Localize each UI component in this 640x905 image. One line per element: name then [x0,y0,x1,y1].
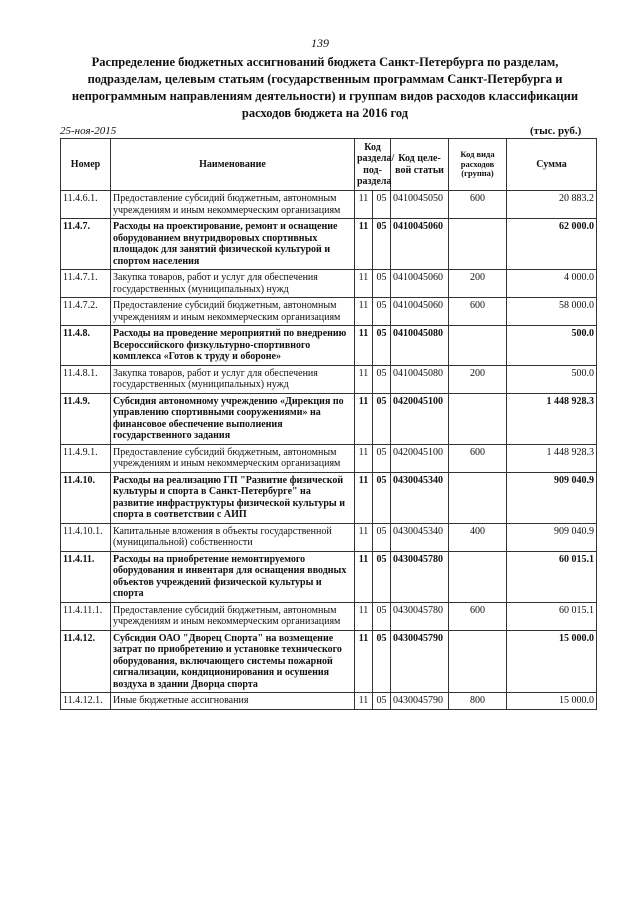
row-name: Капитальные вложения в объекты государственной (муниципальной) собственности [111,523,355,551]
row-subsection-code: 05 [373,693,391,710]
row-name: Расходы на проведение мероприятий по внедрению Всероссийского физкультурно-спортивного комплекса «Готов к труду и обороне» [111,326,355,366]
row-sum: 4 000.0 [507,270,597,298]
row-name: Предоставление субсидий бюджетным, автономным учреждениям и иным некоммерческим организациям [111,298,355,326]
row-number: 11.4.9. [61,393,111,444]
row-group-code: 800 [449,693,507,710]
row-name: Иные бюджетные ассигнования [111,693,355,710]
row-target-code: 0420045100 [391,444,449,472]
row-sum: 500.0 [507,326,597,366]
row-sum: 909 040.9 [507,472,597,523]
row-target-code: 0410045050 [391,191,449,219]
header-target: Код целе- вой статьи [391,139,449,191]
row-name: Расходы на реализацию ГП "Развитие физической культуры и спорта в Санкт-Петербурге" на развитие инфраструктуры физической культуры и спорта в соответствии с АИП [111,472,355,523]
row-group-code [449,393,507,444]
page-number: 139 [311,36,329,50]
row-name: Субсидия автономному учреждению «Дирекция по управлению спортивными сооружениями» на финансовое обеспечение выполнения государственного задания [111,393,355,444]
row-group-code: 600 [449,444,507,472]
row-target-code: 0410045080 [391,365,449,393]
row-group-code: 200 [449,270,507,298]
table-row [61,472,597,523]
row-number: 11.4.10.1. [61,523,111,551]
row-subsection-code: 05 [373,472,391,523]
row-subsection-code: 05 [373,551,391,602]
row-target-code: 0410045060 [391,219,449,270]
row-name: Закупка товаров, работ и услуг для обеспечения государственных (муниципальных) нужд [111,270,355,298]
row-section-code: 11 [355,191,373,219]
header-section: Код раздела/ под- раздела [355,139,391,191]
row-subsection-code: 05 [373,326,391,366]
row-number: 11.4.8. [61,326,111,366]
row-sum: 20 883.2 [507,191,597,219]
row-number: 11.4.11. [61,551,111,602]
row-target-code: 0410045060 [391,298,449,326]
row-sum: 1 448 928.3 [507,393,597,444]
row-section-code: 11 [355,219,373,270]
table-row [61,270,597,298]
row-subsection-code: 05 [373,270,391,298]
row-subsection-code: 05 [373,298,391,326]
row-sum: 909 040.9 [507,523,597,551]
row-subsection-code: 05 [373,523,391,551]
budget-table [60,138,597,710]
row-section-code: 11 [355,523,373,551]
row-number: 11.4.7. [61,219,111,270]
row-number: 11.4.9.1. [61,444,111,472]
row-sum: 15 000.0 [507,630,597,693]
row-subsection-code: 05 [373,444,391,472]
row-number: 11.4.12.1. [61,693,111,710]
table-row [61,191,597,219]
row-sum: 60 015.1 [507,602,597,630]
row-group-code: 200 [449,365,507,393]
row-target-code: 0430045790 [391,693,449,710]
header-number: Номер [61,139,111,191]
row-group-code: 600 [449,602,507,630]
row-group-code [449,551,507,602]
row-group-code: 600 [449,298,507,326]
row-name: Субсидия ОАО "Дворец Спорта" на возмещение затрат по приобретению и установке технического оборудования, включающего системы пожарной сигнализации, кондиционирования и осушения воздуха в здании Дворца спорта [111,630,355,693]
row-section-code: 11 [355,693,373,710]
row-subsection-code: 05 [373,602,391,630]
row-number: 11.4.10. [61,472,111,523]
row-section-code: 11 [355,270,373,298]
row-section-code: 11 [355,602,373,630]
row-section-code: 11 [355,630,373,693]
row-name: Расходы на проектирование, ремонт и оснащение оборудованием внутридворовых спортивных площадок для занятий физической культурой и спортом населения [111,219,355,270]
header-sum: Сумма [507,139,597,191]
row-group-code [449,472,507,523]
row-target-code: 0420045100 [391,393,449,444]
row-target-code: 0410045060 [391,270,449,298]
row-group-code: 600 [449,191,507,219]
table-row [61,630,597,693]
row-target-code: 0430045340 [391,523,449,551]
table-header-row [61,139,597,191]
table-row [61,602,597,630]
table-row [61,693,597,710]
row-number: 11.4.7.1. [61,270,111,298]
row-name: Предоставление субсидий бюджетным, автономным учреждениям и иным некоммерческим организациям [111,444,355,472]
row-group-code: 400 [449,523,507,551]
row-section-code: 11 [355,365,373,393]
row-target-code: 0430045340 [391,472,449,523]
row-target-code: 0410045080 [391,326,449,366]
row-sum: 500.0 [507,365,597,393]
row-section-code: 11 [355,472,373,523]
table-row [61,393,597,444]
row-number: 11.4.8.1. [61,365,111,393]
row-sum: 60 015.1 [507,551,597,602]
row-sum: 58 000.0 [507,298,597,326]
row-subsection-code: 05 [373,191,391,219]
row-sum: 1 448 928.3 [507,444,597,472]
table-row [61,365,597,393]
document-title: Распределение бюджетных ассигнований бюджета Санкт-Петербурга по разделам, подразделам, целевым статьям (государственным программам Санкт-Петербурга и непрограммным направлениям деятельности) и группам видов расходов классификации расходов бюджета на 2016 год [71,55,579,120]
row-subsection-code: 05 [373,630,391,693]
row-target-code: 0430045780 [391,602,449,630]
row-name: Предоставление субсидий бюджетным, автономным учреждениям и иным некоммерческим организациям [111,602,355,630]
header-name: Наименование [111,139,355,191]
row-number: 11.4.12. [61,630,111,693]
row-subsection-code: 05 [373,365,391,393]
row-target-code: 0430045780 [391,551,449,602]
row-number: 11.4.6.1. [61,191,111,219]
row-section-code: 11 [355,444,373,472]
row-name: Закупка товаров, работ и услуг для обеспечения государственных (муниципальных) нужд [111,365,355,393]
table-row [61,326,597,366]
table-row [61,298,597,326]
row-target-code: 0430045790 [391,630,449,693]
row-section-code: 11 [355,551,373,602]
table-body [61,191,597,710]
table-row [61,523,597,551]
table-row [61,219,597,270]
table-row [61,551,597,602]
row-number: 11.4.7.2. [61,298,111,326]
row-subsection-code: 05 [373,219,391,270]
row-name: Предоставление субсидий бюджетным, автономным учреждениям и иным некоммерческим организациям [111,191,355,219]
table-row [61,444,597,472]
row-sum: 62 000.0 [507,219,597,270]
row-number: 11.4.11.1. [61,602,111,630]
document-date: 25-ноя-2015 [60,125,117,137]
row-section-code: 11 [355,393,373,444]
row-section-code: 11 [355,298,373,326]
row-section-code: 11 [355,326,373,366]
header-group: Код вида расходов (группа) [449,139,507,191]
row-group-code [449,630,507,693]
row-subsection-code: 05 [373,393,391,444]
row-group-code [449,326,507,366]
units-label: (тыс. руб.) [530,125,582,137]
row-name: Расходы на приобретение немонтируемого оборудования и инвентаря для оснащения вводных объектов учреждений физической культуры и спорта [111,551,355,602]
row-sum: 15 000.0 [507,693,597,710]
row-group-code [449,219,507,270]
